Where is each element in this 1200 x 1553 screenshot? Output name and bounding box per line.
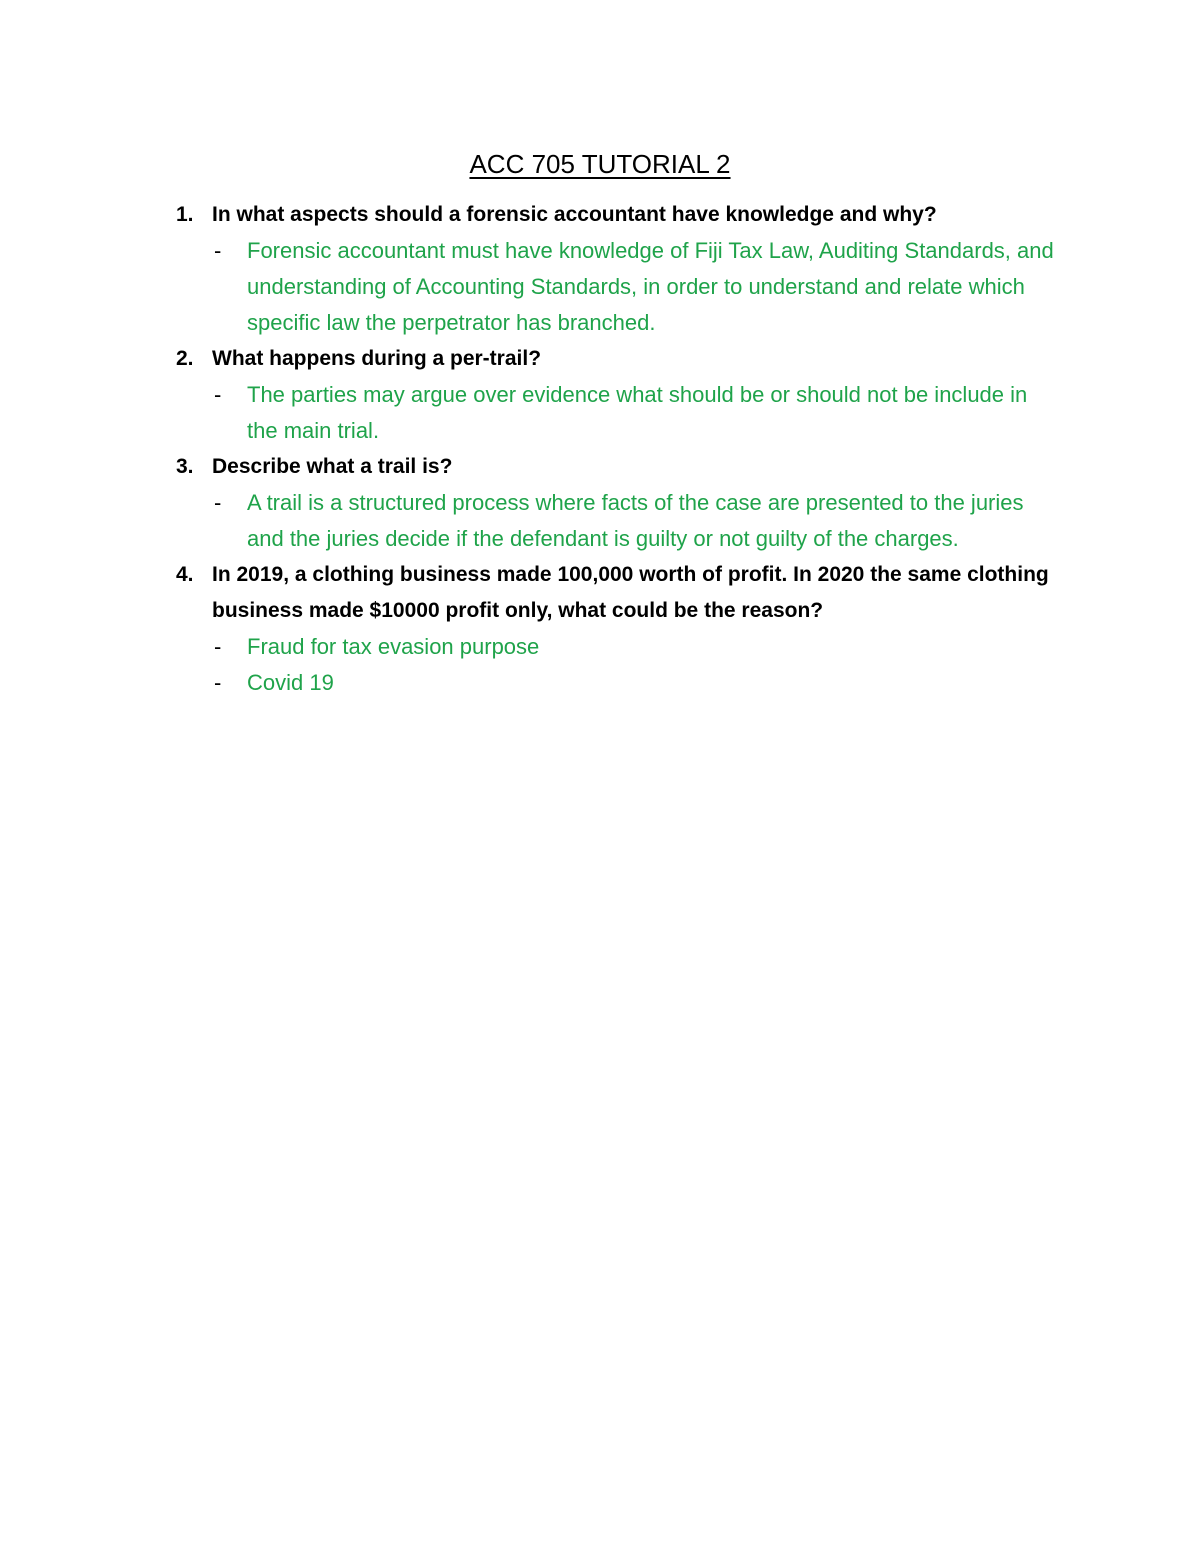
question-number: 1. [176,203,194,226]
question-item [176,557,1056,701]
answer-item [176,629,1056,665]
answer-text: Fraud for tax evasion purpose [247,634,540,659]
answer-list [176,233,1056,341]
answer-item [176,485,1056,557]
answer-item [176,377,1056,449]
answer-text: Covid 19 [247,670,334,695]
answer-list [176,485,1056,557]
document-title: ACC 705 TUTORIAL 2 [469,149,731,179]
dash-bullet: - [214,238,222,263]
answer-text: Forensic accountant must have knowledge of Fiji Tax Law, Auditing Standards, and understanding of Accounting Standards, in order to understand and relate which specific law the perpetrator has branched. [247,238,1054,335]
answer-list [176,377,1056,449]
dash-bullet: - [214,382,222,407]
answer-list [176,629,1056,701]
dash-bullet: - [214,490,222,515]
question-number: 3. [176,455,194,478]
question-text: Describe what a trail is? [212,455,453,478]
question-text: In 2019, a clothing business made 100,000 worth of profit. In 2020 the same clothing business made $10000 profit only, what could be the reason? [212,563,1049,622]
question-text: What happens during a per-trail? [212,347,542,370]
question-item [176,341,1056,449]
question-item [176,449,1056,557]
question-text: In what aspects should a forensic accountant have knowledge and why? [212,203,937,226]
answer-item [176,233,1056,341]
question-list [176,197,1056,701]
answer-text: A trail is a structured process where facts of the case are presented to the juries and the juries decide if the defendant is guilty or not guilty of the charges. [247,490,1024,551]
answer-item [176,665,1056,701]
question-number: 2. [176,347,194,370]
dash-bullet: - [214,670,222,695]
question-number: 4. [176,563,194,586]
dash-bullet: - [214,634,222,659]
question-item [176,197,1056,341]
answer-text: The parties may argue over evidence what should be or should not be include in the main trial. [247,382,1028,443]
